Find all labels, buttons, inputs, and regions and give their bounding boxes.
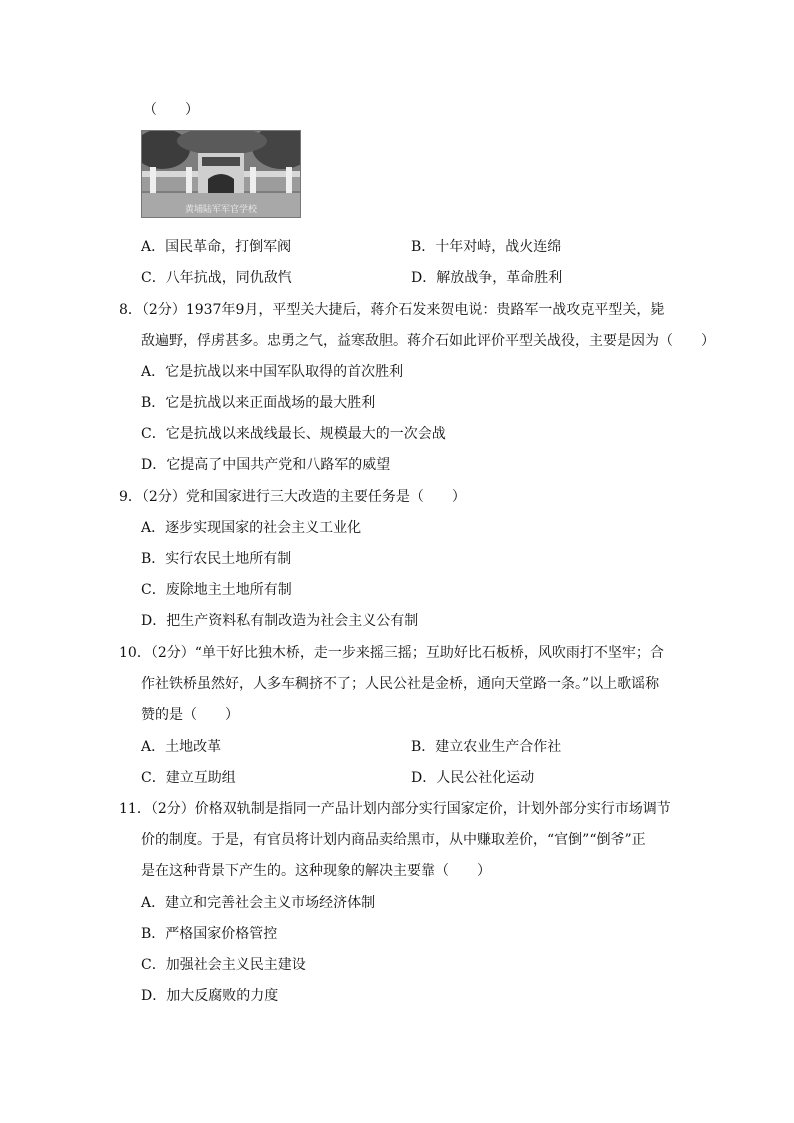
q8-stem-line1: 8．（2分）1937年9月，平型关大捷后，蒋介石发来贺电说：贵路军一战攻克平型关，毙 <box>119 302 665 318</box>
q10-option-c: C．建立互助组 <box>141 770 236 786</box>
q10-stem-line1: 10．（2分）“单干好比独木桥，走一步来摇三摇；互助好比石板桥，风吹雨打不坚牢；合 <box>119 645 664 661</box>
q11-option-a: A．建立和完善社会主义市场经济体制 <box>141 895 376 911</box>
q9-option-d: D．把生产资料私有制改造为社会主义公有制 <box>141 613 419 629</box>
q9-option-a: A．逐步实现国家的社会主义工业化 <box>141 520 362 536</box>
q10-option-b: B．建立农业生产合作社 <box>411 739 562 755</box>
q7-photo-whampoa-gate <box>141 130 301 218</box>
q7-option-b: B．十年对峙，战火连绵 <box>411 239 562 255</box>
q11-stem-line2: 价的制度。于是，有官员将计划内商品卖给黑市，从中赚取差价，“官倒”“倒爷”正 <box>141 832 646 848</box>
q8-option-d: D．它提高了中国共产党和八路军的威望 <box>141 457 391 473</box>
q7-stem-tail: （ ） <box>143 102 199 118</box>
q11-option-c: C．加强社会主义民主建设 <box>141 957 306 973</box>
q7-option-c: C．八年抗战，同仇敌忾 <box>141 270 292 286</box>
q11-option-b: B．严格国家价格管控 <box>141 926 278 942</box>
q11-stem-line3: 是在这种背景下产生的。这种现象的解决主要靠（ ） <box>141 863 491 879</box>
q11-option-d: D．加大反腐败的力度 <box>141 988 279 1004</box>
q9-option-c: C．废除地主土地所有制 <box>141 582 292 598</box>
q10-stem-line2: 作社铁桥虽然好，人多车稠挤不了；人民公社是金桥，通向天堂路一条。”以上歌谣称 <box>141 676 660 692</box>
q8-option-a: A．它是抗战以来中国军队取得的首次胜利 <box>141 364 404 380</box>
q11-stem-line1: 11．（2分）价格双轨制是指同一产品计划内部分实行国家定价，计划外部分实行市场调节 <box>119 801 671 817</box>
q8-option-b: B．它是抗战以来正面战场的最大胜利 <box>141 395 376 411</box>
q8-stem-line2: 敌遍野，俘虏甚多。忠勇之气，益寒敌胆。蒋介石如此评价平型关战役，主要是因为（ ） <box>141 333 715 349</box>
q9-stem: 9．（2分）党和国家进行三大改造的主要任务是（ ） <box>119 489 466 505</box>
q9-option-b: B．实行农民土地所有制 <box>141 551 292 567</box>
q10-option-a: A．土地改革 <box>141 739 222 755</box>
q7-option-a: A．国民革命，打倒军阀 <box>141 239 292 255</box>
q8-option-c: C．它是抗战以来战线最长、规模最大的一次会战 <box>141 426 446 442</box>
photo-caption: 黄埔陆军军官学校 <box>184 205 257 215</box>
q10-option-d: D．人民公社化运动 <box>411 770 535 786</box>
q7-option-d: D．解放战争，革命胜利 <box>411 270 563 286</box>
q10-stem-line3: 赞的是（ ） <box>141 707 239 723</box>
